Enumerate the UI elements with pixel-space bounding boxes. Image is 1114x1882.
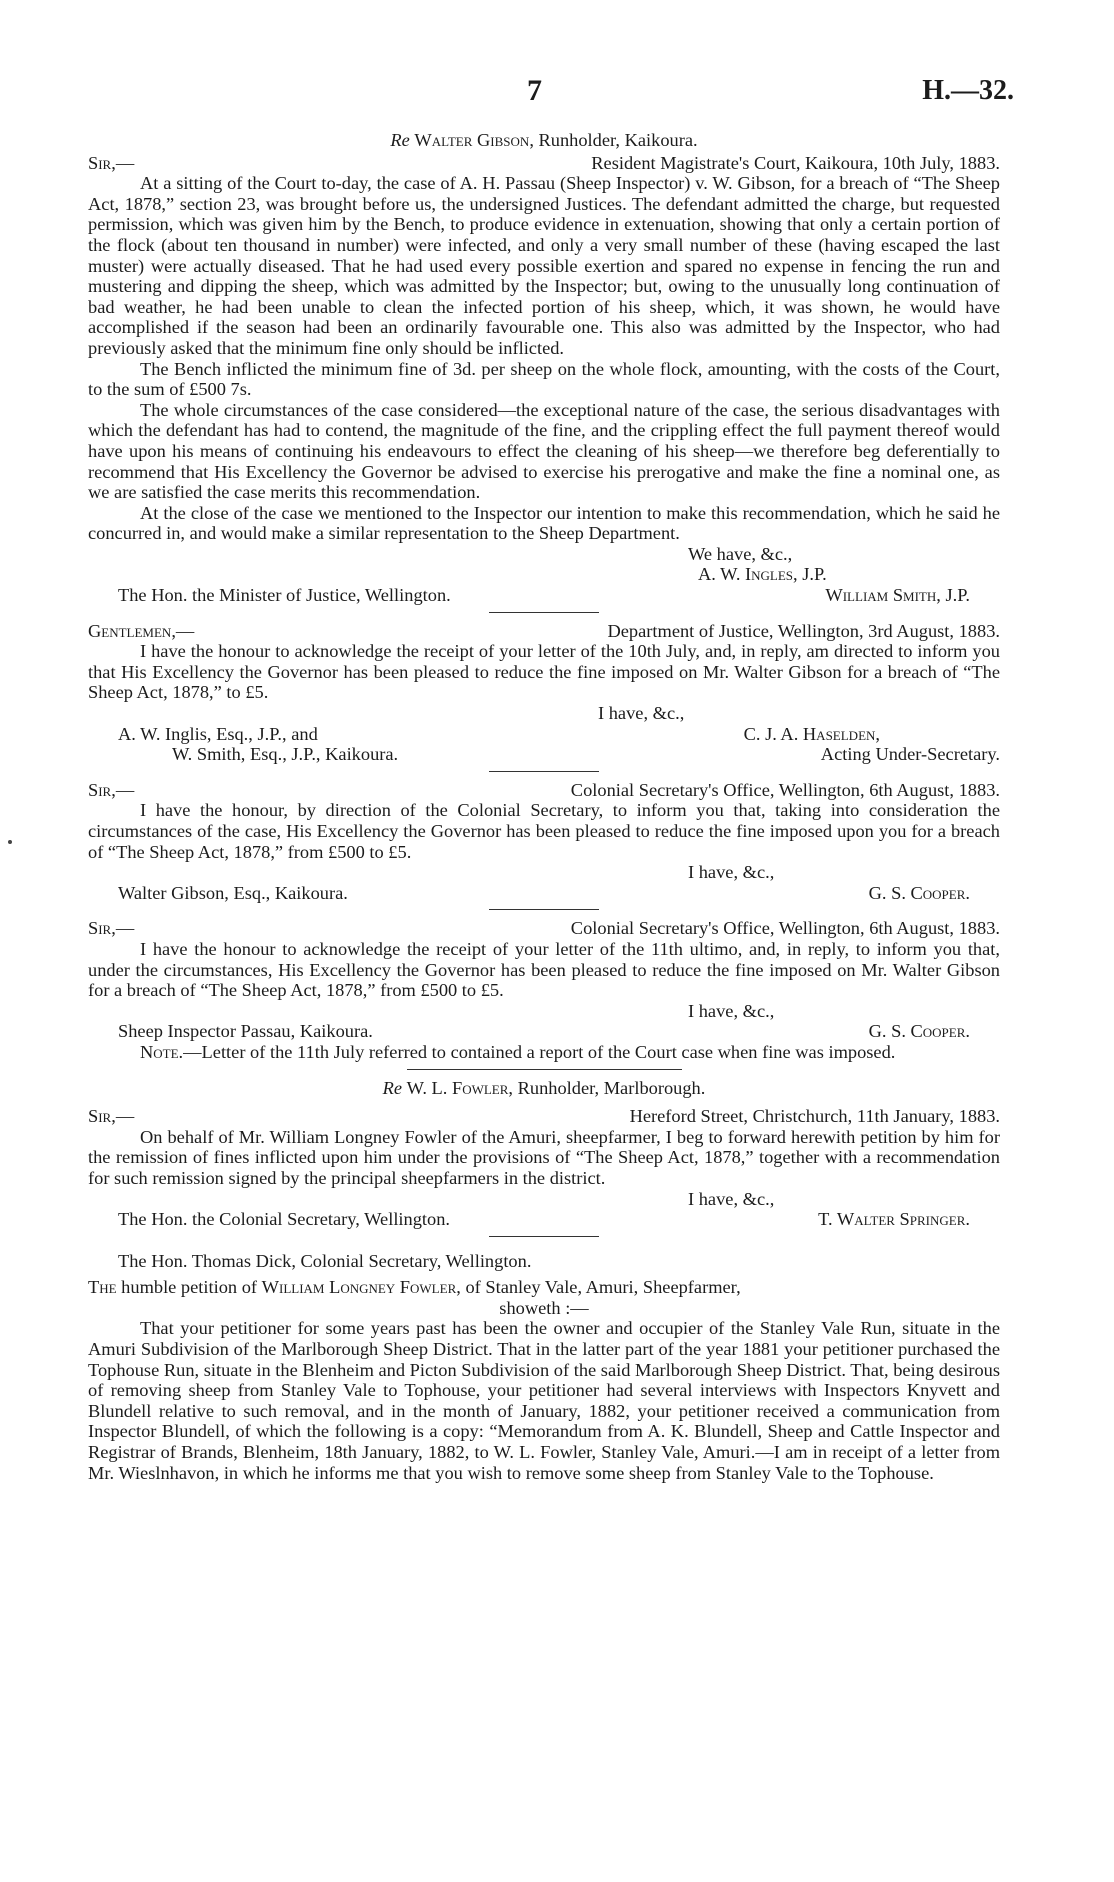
petition-intro-rest: , of Stanley Vale, Amuri, Sheepfarmer, xyxy=(456,1277,741,1298)
addressee-row xyxy=(88,1209,1000,1230)
paper-reference: H.—32. xyxy=(922,75,1014,106)
divider xyxy=(489,612,599,613)
letter-header xyxy=(88,918,1000,939)
petition-intro xyxy=(88,1277,1000,1298)
note xyxy=(88,1042,1000,1063)
petition-showeth: showeth :— xyxy=(499,1297,589,1318)
letter-header xyxy=(88,780,1000,801)
closing: I have, &c., xyxy=(598,703,685,724)
addressee: The Hon. the Colonial Secretary, Wellington. xyxy=(118,1209,451,1230)
page-content xyxy=(88,130,1000,1483)
petitioner-name: William Longney Fowler xyxy=(261,1277,457,1298)
petition-intro-text: humble petition of xyxy=(116,1277,262,1298)
petition-body: That your petitioner for some years past has been the owner and occupier of the Stanley Vale Run, situate in the Amuri Subdivision of the Marlborough Sheep District. That in the latter part of the year 1881 your petitioner purchased the Tophouse Run, situate in the Blenheim and Picton Subdivision of the said Marlborough Sheep District. That, being desirous of removing sheep from Stanley Vale to Tophouse, your petitioner had several interviews with Inspectors Knyvett and Blundell relative to such removal, and in the month of January, 1882, your petitioner received a communication from Inspector Blundell, of which the following is a copy: “Memorandum from A. K. Blundell, Sheep and Cattle Inspector and Registrar of Brands, Blenheim, 18th January, 1882, to W. L. Fowler, Stanley Vale, Amuri.—I am in receipt of a letter from Mr. Wieslnhavon, in which he informs me that you wish to remove some sheep from Stanley Vale to the Tophouse. xyxy=(88,1318,1000,1483)
addressee: The Hon. the Minister of Justice, Wellington. xyxy=(118,585,451,606)
salutation: Gentlemen,— xyxy=(88,620,195,641)
signatory: T. Walter Springer. xyxy=(818,1209,970,1230)
margin-mark xyxy=(8,840,12,844)
closing: We have, &c., xyxy=(688,543,793,564)
heading-re: Re xyxy=(390,130,410,150)
paragraph: At a sitting of the Court to-day, the case of A. H. Passau (Sheep Inspector) v. W. Gibson, for a breach of “The Sheep Act, 1878,” section 23, was brought before us, the undersigned Justices. The defendant admitted the charge, but requested permission, which was given him by the Bench, to produce evidence in extenuation, showing that only a certain portion of the flock (about ten thousand in number) were infected, and only a very small number of these (having escaped the last muster) were actually diseased. That he had used every possible exertion and spared no expense in fencing the run and mustering and dipping the sheep, which was admitted by the Inspector; but, owing to the unusually long continuation of bad weather, he had been unable to clean the infected portion of his sheep, which, it was shown, he would have accomplished if the season had been an ordinarily favourable one. This also was admitted by the Inspector, who had previously asked that the minimum fine only should be inflicted. xyxy=(88,173,1000,358)
heading-name: Walter Gibson xyxy=(414,130,530,150)
closing: I have, &c., xyxy=(688,862,775,883)
date-line: Resident Magistrate's Court, Kaikoura, 10th July, 1883. xyxy=(591,152,1000,173)
section-heading-fowler xyxy=(88,1078,1000,1099)
addressee-row xyxy=(88,744,1000,765)
date-line: Department of Justice, Wellington, 3rd August, 1883. xyxy=(607,620,1000,641)
heading-rest: , Runholder, Kaikoura. xyxy=(529,130,698,150)
addressee-row xyxy=(88,1021,1000,1042)
addressee: Walter Gibson, Esq., Kaikoura. xyxy=(118,882,348,903)
salutation: Sir,— xyxy=(88,152,135,173)
heading-name: W. L. Fowler xyxy=(406,1077,509,1098)
salutation: Sir,— xyxy=(88,779,135,800)
signatory: William Smith, J.P. xyxy=(825,585,970,606)
signatory: G. S. Cooper. xyxy=(868,1021,970,1042)
note-label: Note. xyxy=(140,1041,184,1062)
petition-addressee: The Hon. Thomas Dick, Colonial Secretary, Wellington. xyxy=(118,1250,532,1271)
divider xyxy=(407,1069,682,1070)
addressee: A. W. Inglis, Esq., J.P., and xyxy=(118,723,318,744)
paragraph: I have the honour to acknowledge the receipt of your letter of the 11th ultimo, and, in reply, to inform you that, under the circumstances, His Excellency the Governor has been pleased to reduce the fine imposed on Mr. Walter Gibson for a breach of “The Sheep Act, 1878,” from £500 to £5. xyxy=(88,938,1000,1001)
paragraph: On behalf of Mr. William Longney Fowler of the Amuri, sheepfarmer, I beg to forward herewith petition by him for the remission of fines inflicted upon him under the provisions of “The Sheep Act, 1878,” together with a recommendation for such remission signed by the principal sheepfarmers in the district. xyxy=(88,1126,1000,1188)
heading-re: Re xyxy=(382,1077,403,1098)
divider xyxy=(489,1236,599,1237)
closing: I have, &c., xyxy=(688,1000,775,1021)
divider xyxy=(489,909,599,910)
divider xyxy=(489,771,599,772)
closing: I have, &c., xyxy=(688,1188,775,1209)
page-number: 7 xyxy=(527,74,542,107)
salutation: Sir,— xyxy=(88,1106,135,1127)
signatory-title: Acting Under-Secretary. xyxy=(820,744,1000,765)
paragraph: The whole circumstances of the case considered—the exceptional nature of the case, the serious disadvantages with which the defendant has had to contend, the magnitude of the fine, and the crippling effect the full payment thereof would have upon his means of continuing his endeavours to effect the cleaning of his sheep—we therefore beg deferentially to recommend that His Excellency the Governor be advised to exercise his prerogative and make the fine a nominal one, as we are satisfied the case merits this recommendation. xyxy=(88,399,1000,503)
addressee: W. Smith, Esq., J.P., Kaikoura. xyxy=(172,744,399,765)
paragraph: At the close of the case we mentioned to the Inspector our intention to make this recommendation, which he said he concurred in, and would make a similar representation to the Sheep Department. xyxy=(88,502,1000,544)
date-line: Hereford Street, Christchurch, 11th January, 1883. xyxy=(629,1106,1000,1127)
note-text: —Letter of the 11th July referred to contained a report of the Court case when fine was imposed. xyxy=(183,1041,896,1062)
paragraph: I have the honour to acknowledge the receipt of your letter of the 10th July, and, in reply, am directed to inform you that His Excellency the Governor has been pleased to reduce the fine imposed on Mr. Walter Gibson for a breach of “The Sheep Act, 1878,” to £5. xyxy=(88,641,1000,703)
date-line: Colonial Secretary's Office, Wellington, 6th August, 1883. xyxy=(570,918,1000,939)
signatory: A. W. Ingles, J.P. xyxy=(698,564,827,585)
addressee-row xyxy=(88,724,1000,745)
letter-header xyxy=(88,153,1000,174)
paragraph: The Bench inflicted the minimum fine of 3d. per sheep on the whole flock, amounting, with the costs of the Court, to the sum of £500 7s. xyxy=(88,358,1000,400)
signatory: G. S. Cooper. xyxy=(868,882,970,903)
petition-intro-the: The xyxy=(88,1277,117,1298)
section-heading-gibson xyxy=(88,130,1000,151)
letter-header xyxy=(88,1106,1000,1127)
date-line: Colonial Secretary's Office, Wellington, 6th August, 1883. xyxy=(570,779,1000,800)
letter-header xyxy=(88,621,1000,642)
salutation: Sir,— xyxy=(88,918,135,939)
signatory: C. J. A. Haselden, xyxy=(743,723,880,744)
heading-rest: , Runholder, Marlborough. xyxy=(508,1077,706,1098)
paragraph: I have the honour, by direction of the Colonial Secretary, to inform you that, taking into consideration the circumstances of the case, His Excellency the Governor has been pleased to reduce the fine imposed upon you for a breach of “The Sheep Act, 1878,” from £500 to £5. xyxy=(88,800,1000,862)
page-header xyxy=(0,74,1114,108)
addressee-row xyxy=(88,585,1000,606)
addressee-row xyxy=(88,883,1000,904)
addressee: Sheep Inspector Passau, Kaikoura. xyxy=(118,1021,373,1042)
